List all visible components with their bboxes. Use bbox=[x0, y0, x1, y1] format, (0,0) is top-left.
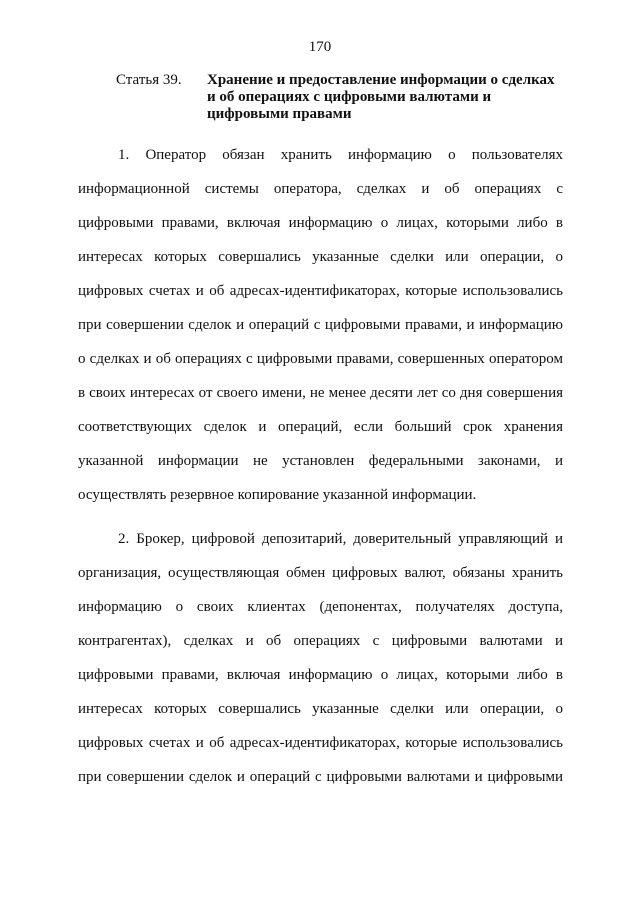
text-line: цифровых счетах и об адресах-идентификаторах, которые использовались bbox=[78, 283, 563, 299]
text-line: цифровых счетах и об адресах-идентификаторах, которые использовались bbox=[78, 735, 563, 751]
text-line: 1. Оператор обязан хранить информацию о пользователях bbox=[118, 147, 563, 163]
text-line: при совершении сделок и операций с цифровыми валютами и цифровыми bbox=[78, 769, 563, 785]
text-line: организация, осуществляющая обмен цифровых валют, обязаны хранить bbox=[78, 565, 563, 581]
article-label: Статья 39. bbox=[116, 72, 182, 88]
text-line: цифровыми правами, включая информацию о лицах, которыми либо в bbox=[78, 667, 563, 683]
text-line: осуществлять резервное копирование указанной информации. bbox=[78, 487, 477, 503]
page-number: 170 bbox=[308, 39, 332, 55]
text-line: 2. Брокер, цифровой депозитарий, доверительный управляющий и bbox=[118, 531, 563, 547]
article-title-line: и об операциях с цифровыми валютами и bbox=[207, 89, 492, 105]
text-line: указанной информации не установлен федеральными законами, и bbox=[78, 453, 563, 469]
text-line: о сделках и об операциях с цифровыми правами, совершенных оператором bbox=[78, 351, 563, 367]
paragraph-1 bbox=[78, 138, 563, 512]
article-title-line: Хранение и предоставление информации о сделках bbox=[207, 72, 555, 88]
text-line: в своих интересах от своего имени, не менее десяти лет со дня совершения bbox=[78, 385, 563, 401]
text-line: интересах которых совершались указанные сделки или операции, о bbox=[78, 701, 563, 717]
text-line: при совершении сделок и операций с цифровыми правами, и информацию bbox=[78, 317, 563, 333]
article-title-line: цифровыми правами bbox=[207, 106, 352, 122]
text-line: интересах которых совершались указанные сделки или операции, о bbox=[78, 249, 563, 265]
text-line: контрагентах), сделках и об операциях с цифровыми валютами и bbox=[78, 633, 563, 649]
text-line: информационной системы оператора, сделках и об операциях с bbox=[78, 181, 563, 197]
article-title bbox=[207, 72, 555, 123]
article-body bbox=[78, 138, 563, 804]
paragraph-2 bbox=[78, 522, 563, 794]
text-line: соответствующих сделок и операций, если больший срок хранения bbox=[78, 419, 563, 435]
text-line: цифровыми правами, включая информацию о лицах, которыми либо в bbox=[78, 215, 563, 231]
text-line: информацию о своих клиентах (депонентах, получателях доступа, bbox=[78, 599, 563, 615]
